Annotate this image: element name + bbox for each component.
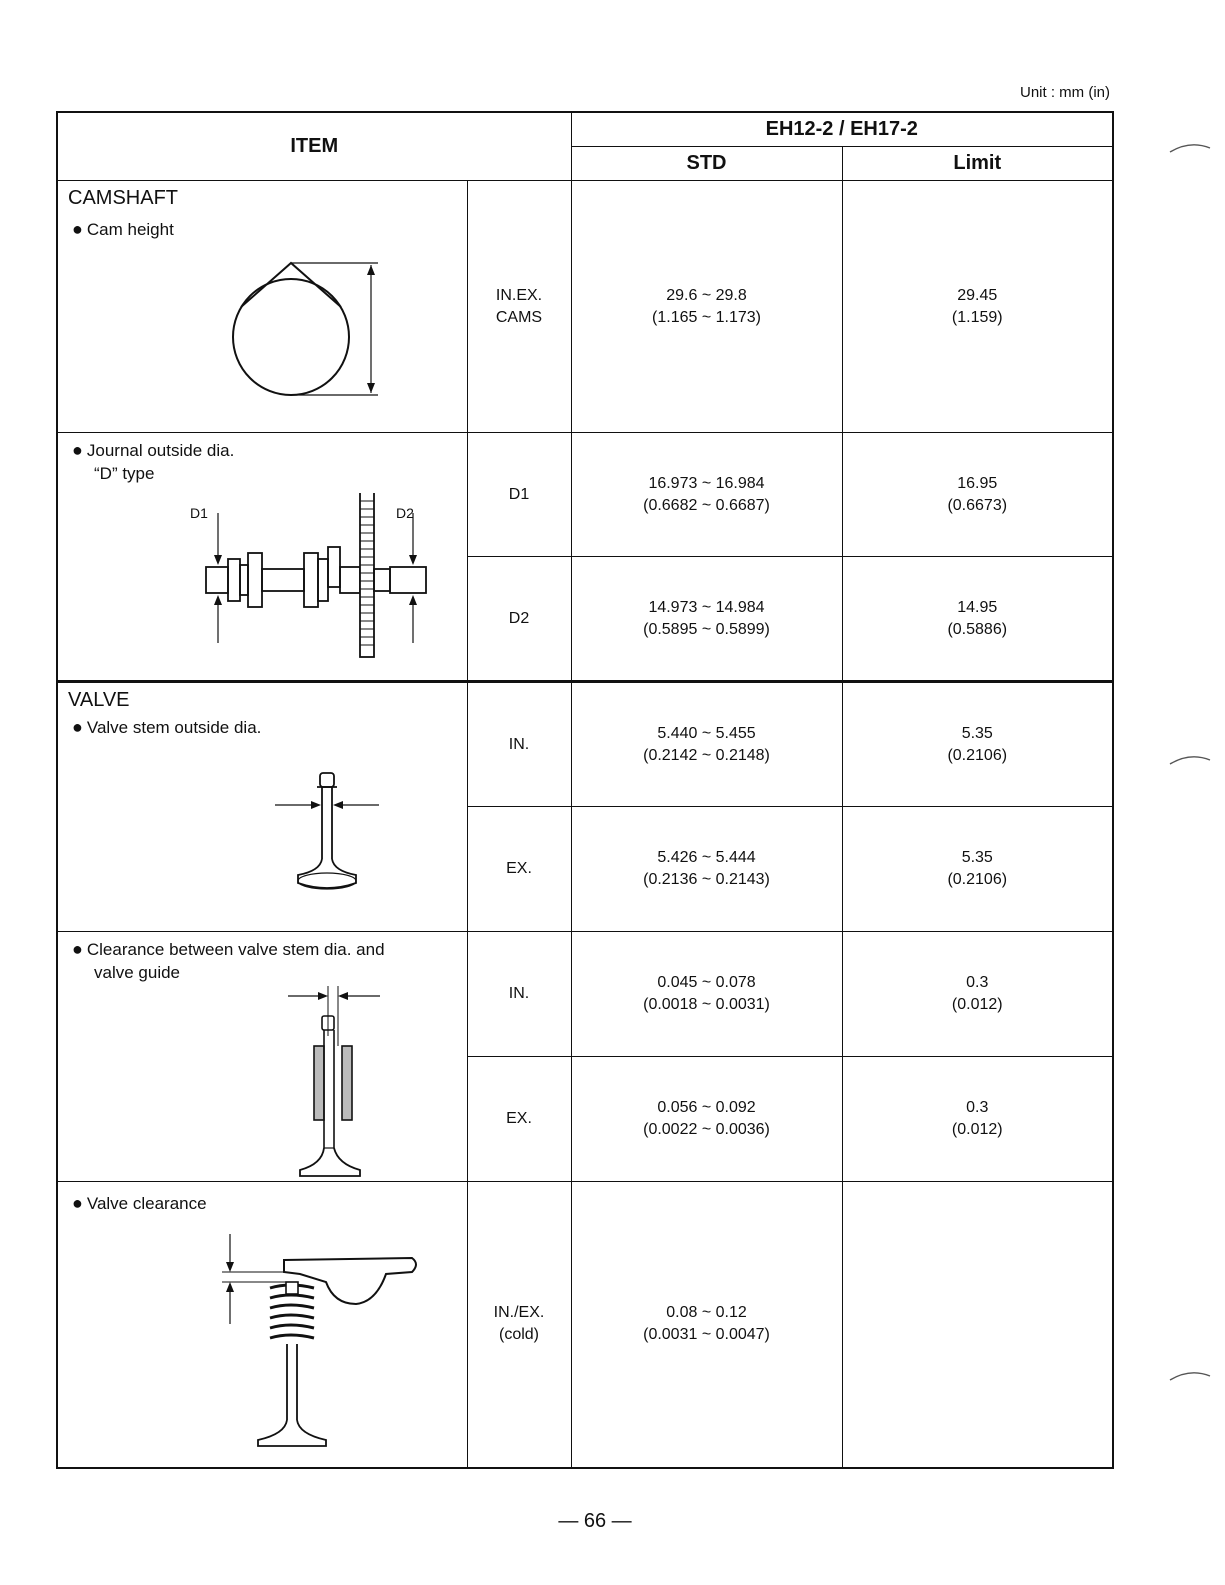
limit-value: 0.3 xyxy=(966,974,989,991)
camshaft-journal-diagram xyxy=(198,493,438,668)
header-limit: Limit xyxy=(842,147,1113,181)
journal-d1-condition: D1 xyxy=(467,433,571,557)
bullet-icon: ● xyxy=(72,939,83,959)
journal-d2-condition: D2 xyxy=(467,557,571,682)
condition-line: IN.EX. xyxy=(495,286,543,304)
limit-value-inch: (0.2106) xyxy=(947,871,1008,888)
std-value: 5.440 ~ 5.455 xyxy=(657,724,756,742)
std-value-inch: (0.6682 ~ 0.6687) xyxy=(643,496,770,514)
journal-item-cell xyxy=(57,433,467,682)
std-value-inch: (0.0031 ~ 0.0047) xyxy=(643,1326,770,1344)
limit-value-inch: (0.5886) xyxy=(947,620,1008,638)
cam-height-diagram xyxy=(228,257,388,397)
fig-label-d1: D1 xyxy=(190,505,208,521)
unit-label: Unit : mm (in) xyxy=(1020,84,1110,101)
valve-clearance-condition xyxy=(467,1182,571,1468)
valve-stem-ex-limit xyxy=(842,807,1113,932)
limit-value: 5.35 xyxy=(961,724,993,742)
std-value: 14.973 ~ 14.984 xyxy=(648,598,765,616)
std-value-inch: (0.2142 ~ 0.2148) xyxy=(643,746,770,764)
std-value: 0.056 ~ 0.092 xyxy=(657,1099,756,1116)
page-number: — 66 — xyxy=(558,1510,632,1532)
camshaft-title: CAMSHAFT xyxy=(68,187,178,209)
limit-value: 16.95 xyxy=(957,474,998,492)
limit-value: 5.35 xyxy=(961,849,993,866)
valve-stem-label: Valve stem outside dia. xyxy=(86,718,262,737)
bullet-icon: ● xyxy=(72,219,83,239)
cam-height-std xyxy=(571,181,842,433)
cam-height-condition xyxy=(467,181,571,433)
std-value: 29.6 ~ 29.8 xyxy=(666,286,747,304)
cam-height-item-cell xyxy=(57,181,467,433)
valve-clearance-item-cell xyxy=(57,1182,467,1468)
header-item: ITEM xyxy=(57,112,571,181)
cam-height-limit xyxy=(842,181,1113,433)
margin-mark-icon xyxy=(1168,1368,1212,1388)
bullet-icon: ● xyxy=(72,1193,83,1213)
margin-mark-icon xyxy=(1168,140,1212,160)
std-value-inch: (0.5895 ~ 0.5899) xyxy=(643,620,770,638)
valve-clearance-label: Valve clearance xyxy=(86,1194,207,1213)
valve-guide-diagram xyxy=(286,986,386,1182)
bullet-icon: ● xyxy=(72,440,83,460)
valve-stem-ex-condition: EX. xyxy=(467,807,571,932)
journal-d2-std xyxy=(571,557,842,682)
clearance-guide-in-limit xyxy=(842,932,1113,1057)
valve-clearance-limit xyxy=(842,1182,1113,1468)
clearance-guide-ex-limit xyxy=(842,1057,1113,1182)
limit-value-inch: (0.6673) xyxy=(947,496,1008,514)
journal-d1-std xyxy=(571,433,842,557)
limit-value-inch: (0.2106) xyxy=(947,746,1008,764)
limit-value-inch: (0.012) xyxy=(951,996,1003,1013)
header-model: EH12-2 / EH17-2 xyxy=(571,112,1113,147)
valve-stem-in-std xyxy=(571,682,842,807)
std-value-inch: (0.0022 ~ 0.0036) xyxy=(643,1121,770,1138)
limit-value-inch: (1.159) xyxy=(951,308,1003,326)
valve-stem-in-condition: IN. xyxy=(467,682,571,807)
valve-clearance-diagram xyxy=(216,1224,426,1454)
valve-title: VALVE xyxy=(68,689,130,711)
clearance-guide-in-std xyxy=(571,932,842,1057)
std-value: 0.045 ~ 0.078 xyxy=(657,974,756,991)
journal-d2-limit xyxy=(842,557,1113,682)
bullet-icon: ● xyxy=(72,717,83,737)
cam-height-label: Cam height xyxy=(86,220,174,239)
journal-d1-limit xyxy=(842,433,1113,557)
limit-value: 14.95 xyxy=(957,598,998,616)
valve-stem-item-cell xyxy=(57,682,467,932)
spec-table xyxy=(56,111,1114,1469)
margin-mark-icon xyxy=(1168,752,1212,772)
std-value-inch: (1.165 ~ 1.173) xyxy=(652,308,761,326)
condition-line: IN./EX. xyxy=(493,1304,545,1322)
std-value-inch: (0.2136 ~ 0.2143) xyxy=(643,871,770,888)
limit-value: 0.3 xyxy=(966,1099,989,1116)
std-value: 0.08 ~ 0.12 xyxy=(666,1304,747,1322)
clearance-guide-ex-condition: EX. xyxy=(467,1057,571,1182)
clearance-guide-label: Clearance between valve stem dia. and xyxy=(86,940,385,959)
condition-line: (cold) xyxy=(498,1326,539,1344)
fig-label-d2: D2 xyxy=(396,505,414,521)
valve-stem-diagram xyxy=(273,771,383,901)
condition-line: CAMS xyxy=(495,308,543,326)
limit-value-inch: (0.012) xyxy=(951,1121,1003,1138)
std-value: 16.973 ~ 16.984 xyxy=(648,474,765,492)
journal-type-label: “D” type xyxy=(94,464,155,483)
valve-stem-in-limit xyxy=(842,682,1113,807)
clearance-guide-in-condition: IN. xyxy=(467,932,571,1057)
clearance-guide-ex-std xyxy=(571,1057,842,1182)
std-value-inch: (0.0018 ~ 0.0031) xyxy=(643,996,770,1013)
clearance-guide-label-2: valve guide xyxy=(94,963,181,982)
std-value: 5.426 ~ 5.444 xyxy=(657,849,756,866)
journal-label: Journal outside dia. xyxy=(86,441,235,460)
limit-value: 29.45 xyxy=(957,286,998,304)
valve-clearance-std xyxy=(571,1182,842,1468)
valve-stem-ex-std xyxy=(571,807,842,932)
header-std: STD xyxy=(571,147,842,181)
clearance-guide-item-cell xyxy=(57,932,467,1182)
